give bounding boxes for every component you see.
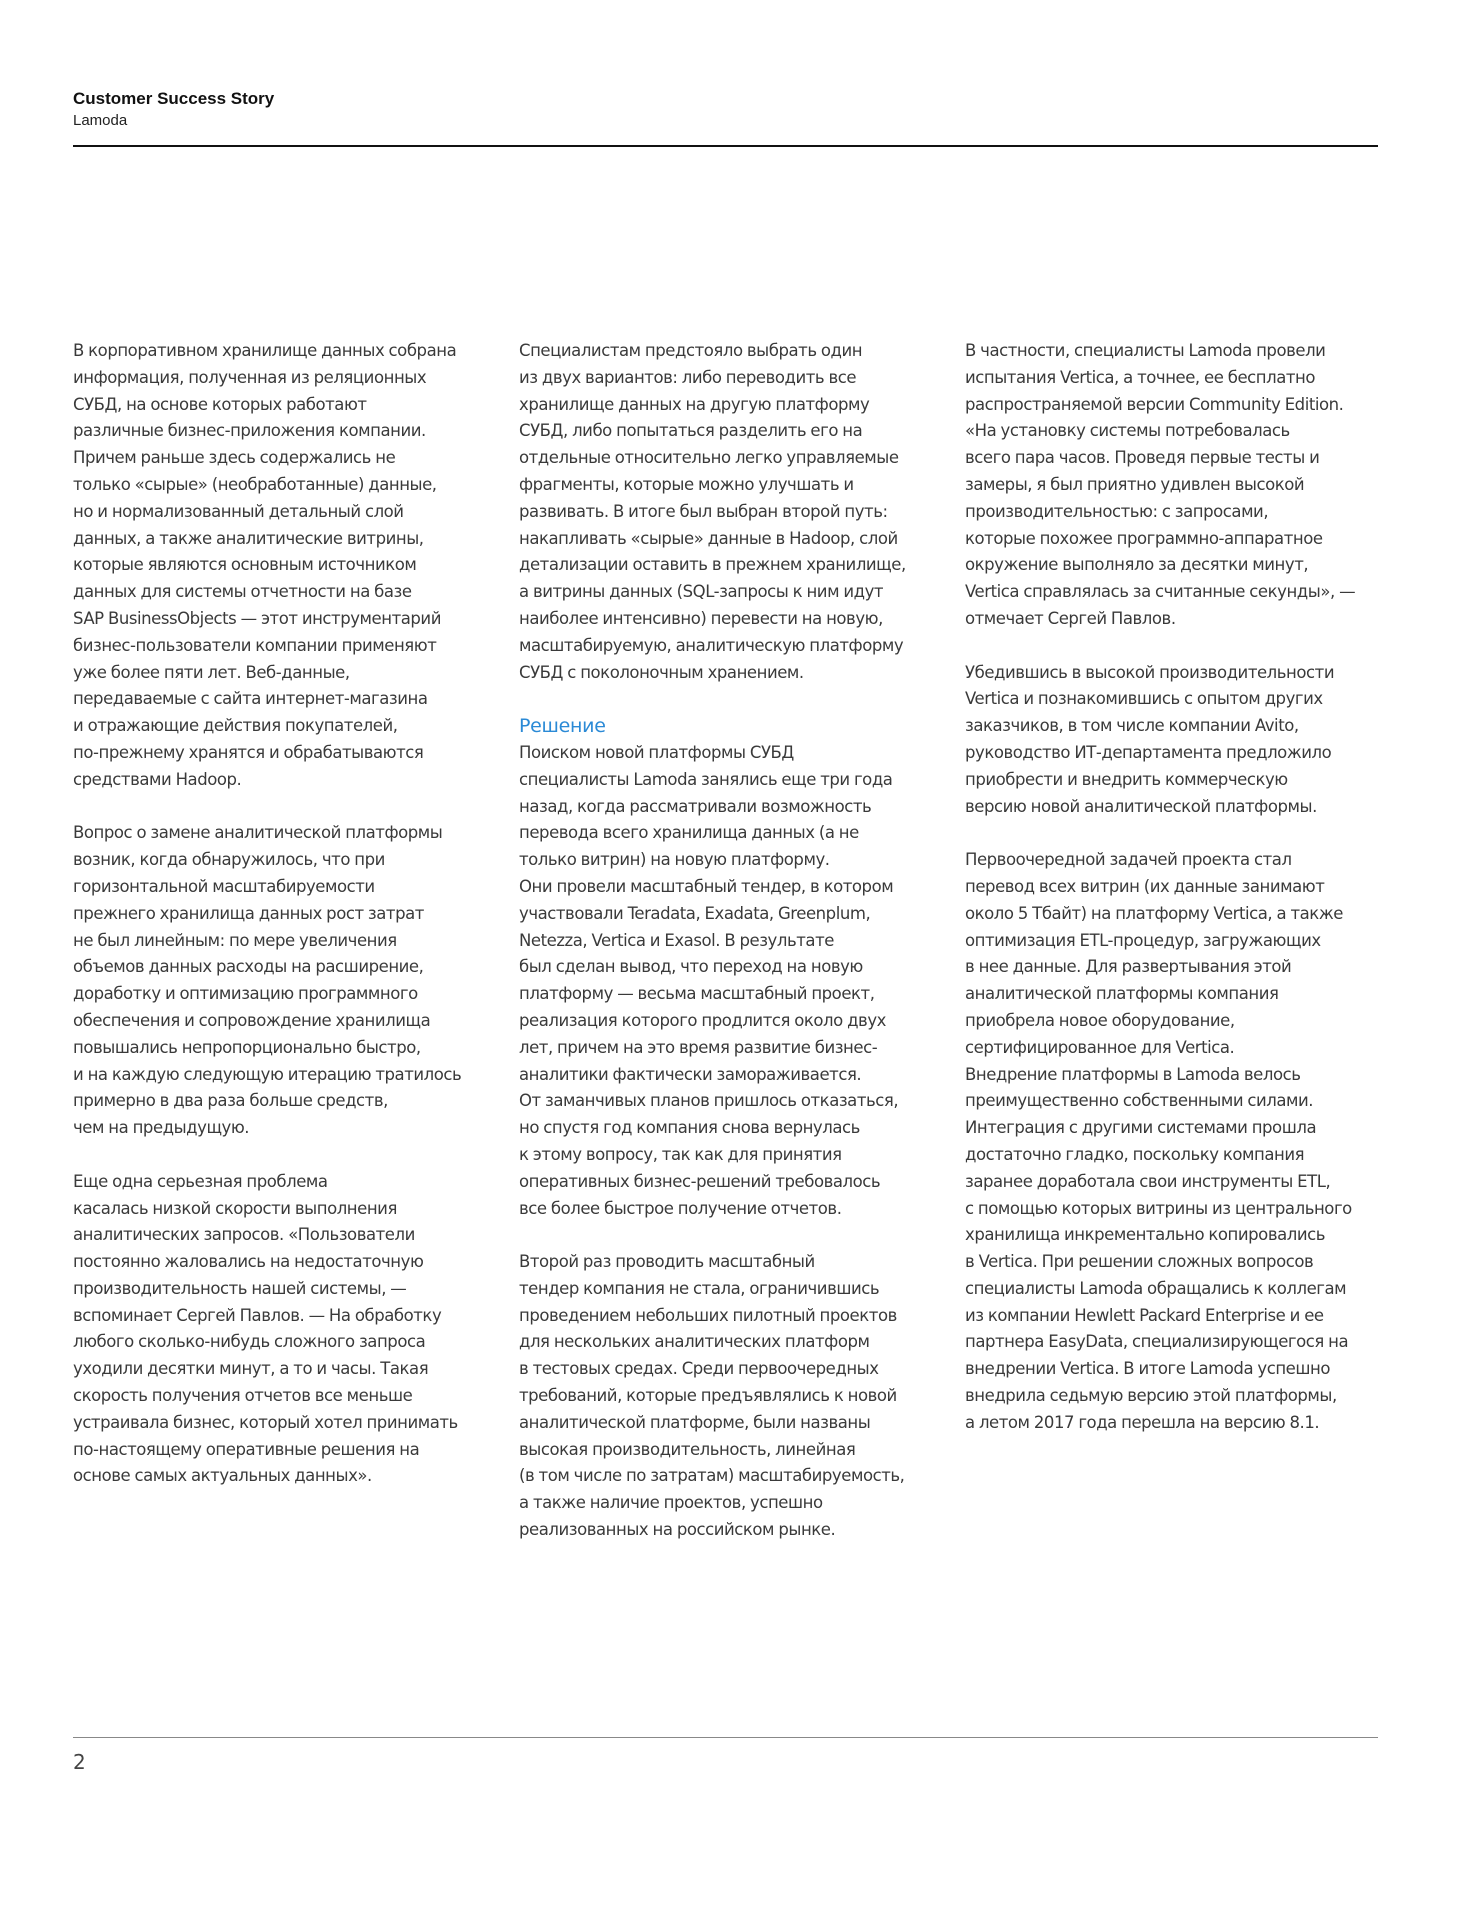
text-line: заказчиков, в том числе компании Avito, [965,716,1299,736]
text-line: наиболее интенсивно) перевести на новую, [519,608,883,628]
text-line: испытания Vertica, а точнее, ее бесплатно [965,367,1316,387]
text-line: Убедившись в высокой производительности [965,662,1335,682]
text-line: преимущественно собственными силами. [965,1091,1314,1111]
text-line: аналитической платформе, были названы [519,1412,871,1432]
text-line: касалась низкой скорости выполнения [73,1198,397,1218]
footer-divider [73,1737,1378,1738]
text-line: горизонтальной масштабируемости [73,876,375,896]
text-line: объемов данных расходы на расширение, [73,957,424,977]
text-line: уходили десятки минут, а то и часы. Такая [73,1359,429,1379]
text-line: отмечает Сергей Павлов. [965,608,1176,628]
text-line: Интеграция с другими системами прошла [965,1118,1317,1138]
text-line: оперативных бизнес-решений требовалось [519,1171,881,1191]
text-line: прежнего хранилища данных рост затрат [73,903,424,923]
text-line: аналитики фактически замораживается. [519,1064,862,1084]
text-line: внедрила седьмую версию этой платформы, [965,1386,1337,1406]
text-line: Вопрос о замене аналитической платформы [73,823,443,843]
text-line: в тестовых средах. Среди первоочередных [519,1359,879,1379]
text-line: сертифицированное для Vertica. [965,1037,1235,1057]
text-line: Причем раньше здесь содержались не [73,448,396,468]
text-line: приобрести и внедрить коммерческую [965,769,1288,789]
text-line: распространяемой версии Community Edition. [965,394,1344,414]
paragraph [73,1169,493,1491]
text-line: требований, которые предъявлялись к новой [519,1386,897,1406]
text-line: СУБД, либо попытаться разделить его на [519,421,863,441]
text-line: хранилища инкрементально копировались [965,1225,1326,1245]
paragraph [965,847,1385,1437]
text-line: участвовали Teradata, Exadata, Greenplum, [519,903,871,923]
text-line: а витрины данных (SQL-запросы к ним идут [519,582,884,602]
text-line: аналитической платформы компания [965,984,1279,1004]
text-line: партнера EasyData, специализирующегося на [965,1332,1349,1352]
text-line: любого сколько-нибудь сложного запроса [73,1332,426,1352]
text-line: а также наличие проектов, успешно [519,1493,823,1513]
text-line: но спустя год компания снова вернулась [519,1118,860,1138]
text-line: (в том числе по затратам) масштабируемость, [519,1466,905,1486]
text-line: перевод всех витрин (их данные занимают [965,876,1325,896]
text-line: SAP BusinessObjects — этот инструментарий [73,608,441,628]
text-line: из компании Hewlett Packard Enterprise и ее [965,1305,1324,1325]
text-line: чем на предыдущую. [73,1118,250,1138]
text-line: развивать. В итоге был выбран второй путь: [519,501,888,521]
text-line: Они провели масштабный тендер, в котором [519,876,894,896]
text-line: а летом 2017 года перешла на версию 8.1. [965,1412,1320,1432]
text-column-2 [519,338,939,1571]
text-line: окружение выполняло за десятки минут, [965,555,1309,575]
text-line: тендер компания не стала, ограничившись [519,1278,880,1298]
text-line: Еще одна серьезная проблема [73,1171,328,1191]
text-line: но и нормализованный детальный слой [73,501,404,521]
text-line: всего пара часов. Проведя первые тесты и [965,448,1320,468]
text-line: вспоминает Сергей Павлов. — На обработку [73,1305,442,1325]
text-line: скорость получения отчетов все меньше [73,1386,413,1406]
text-line: Внедрение платформы в Lamoda велось [965,1064,1301,1084]
page-header [73,88,1378,132]
text-line: уже более пяти лет. Веб-данные, [73,662,350,682]
text-line: по-настоящему оперативные решения на [73,1439,420,1459]
text-line: которые являются основным источником [73,555,417,575]
section-heading: Решение [519,715,606,738]
text-line: замеры, я был приятно удивлен высокой [965,474,1305,494]
text-line: Специалистам предстояло выбрать один [519,341,863,360]
text-line: реализованных на российском рынке. [519,1520,836,1540]
text-column-3 [965,338,1385,1463]
text-line: аналитических запросов. «Пользователи [73,1225,415,1245]
text-line: оптимизация ETL-процедур, загружающих [965,930,1321,950]
text-line: фрагменты, которые можно улучшать и [519,474,854,494]
text-line: СУБД, на основе которых работают [73,394,367,414]
text-line: около 5 Тбайт) на платформу Vertica, а также [965,903,1343,923]
text-line: только витрин) на новую платформу. [519,850,830,870]
text-line: не был линейным: по мере увеличения [73,930,397,950]
text-line: специалисты Lamoda обращались к коллегам [965,1278,1347,1298]
text-line: заранее доработала свои инструменты ETL, [965,1171,1331,1191]
text-line: специалисты Lamoda занялись еще три года [519,769,893,789]
paragraph [519,740,939,1222]
text-line: СУБД с поколоночным хранением. [519,662,804,682]
text-line: для нескольких аналитических платформ [519,1332,870,1352]
company-name: Lamoda [73,112,128,129]
text-line: проведением небольших пилотный проектов [519,1305,897,1325]
text-line: приобрела новое оборудование, [965,1010,1235,1030]
text-line: накапливать «сырые» данные в Hadoop, слой [519,528,898,548]
text-line: Netezza, Vertica и Exasol. В результате [519,930,834,950]
text-line: был сделан вывод, что переход на новую [519,957,863,977]
text-line: реализация которого продлится около двух [519,1010,886,1030]
text-line: возник, когда обнаружилось, что при [73,850,385,870]
text-line: доработку и оптимизацию программного [73,984,418,1004]
text-line: масштабируемую, аналитическую платформу [519,635,904,655]
text-line: производительностью: с запросами, [965,501,1269,521]
text-line: В корпоративном хранилище данных собрана [73,341,457,360]
paragraph [73,820,493,1142]
text-line: и отражающие действия покупателей, [73,716,398,736]
text-line: различные бизнес-приложения компании. [73,421,426,441]
text-line: которые похожее программно-аппаратное [965,528,1323,548]
text-line: по-прежнему хранятся и обрабатываются [73,742,424,762]
text-line: передаваемые с сайта интернет-магазина [73,689,428,709]
text-line: От заманчивых планов пришлось отказаться, [519,1091,899,1111]
text-line: с помощью которых витрины из центрального [965,1198,1352,1218]
text-line: обеспечения и сопровождение хранилища [73,1010,431,1030]
text-line: данных, а также аналитические витрины, [73,528,424,548]
text-line: повышались непропорционально быстро, [73,1037,421,1057]
document-type-title: Customer Success Story [73,89,275,108]
text-line: основе самых актуальных данных». [73,1466,372,1486]
text-line: «На установку системы потребовалась [965,421,1290,441]
text-line: из двух вариантов: либо переводить все [519,367,857,387]
text-line: достаточно гладко, поскольку компания [965,1144,1305,1164]
text-line: версию новой аналитической платформы. [965,796,1317,816]
paragraph [519,1249,939,1544]
text-line: устраивала бизнес, который хотел принимать [73,1412,458,1432]
text-line: лет, причем на это время развитие бизнес- [519,1037,878,1057]
text-line: все более быстрое получение отчетов. [519,1198,842,1218]
text-column-1 [73,338,493,1517]
text-line: В частности, специалисты Lamoda провели [965,341,1326,360]
text-line: Vertica и познакомившись с опытом других [965,689,1323,709]
text-line: производительность нашей системы, — [73,1278,407,1298]
text-line: данных для системы отчетности на базе [73,582,412,602]
text-line: внедрении Vertica. В итоге Lamoda успешно [965,1359,1331,1379]
text-line: постоянно жаловались на недостаточную [73,1252,424,1272]
paragraph [965,660,1385,821]
paragraph [73,338,493,794]
text-line: Vertica справлялась за считанные секунды», — [965,582,1356,602]
text-line: перевода всего хранилища данных (а не [519,823,859,843]
text-line: к этому вопросу, так как для принятия [519,1144,842,1164]
page-number: 2 [73,1750,86,1774]
text-line: примерно в два раза больше средств, [73,1091,388,1111]
text-line: информация, полученная из реляционных [73,367,427,387]
text-line: назад, когда рассматривали возможность [519,796,872,816]
text-line: средствами Hadoop. [73,769,242,789]
text-line: только «сырые» (необработанные) данные, [73,474,437,494]
text-line: бизнес-пользователи компании применяют [73,635,437,655]
text-line: Поиском новой платформы СУБД [519,742,794,762]
text-line: хранилище данных на другую платформу [519,394,870,414]
text-line: руководство ИТ-департамента предложило [965,742,1332,762]
text-line: отдельные относительно легко управляемые [519,448,899,468]
text-line: в Vertica. При решении сложных вопросов [965,1252,1314,1272]
paragraph [965,338,1385,633]
paragraph [519,338,939,686]
text-line: детализации оставить в прежнем хранилище, [519,555,906,575]
text-line: высокая производительность, линейная [519,1439,856,1459]
header-divider [73,145,1378,147]
text-line: Первоочередной задачей проекта стал [965,850,1292,870]
text-line: в нее данные. Для развертывания этой [965,957,1292,977]
text-line: Второй раз проводить масштабный [519,1252,815,1272]
text-line: и на каждую следующую итерацию тратилось [73,1064,462,1084]
text-line: платформу — весьма масштабный проект, [519,984,875,1004]
